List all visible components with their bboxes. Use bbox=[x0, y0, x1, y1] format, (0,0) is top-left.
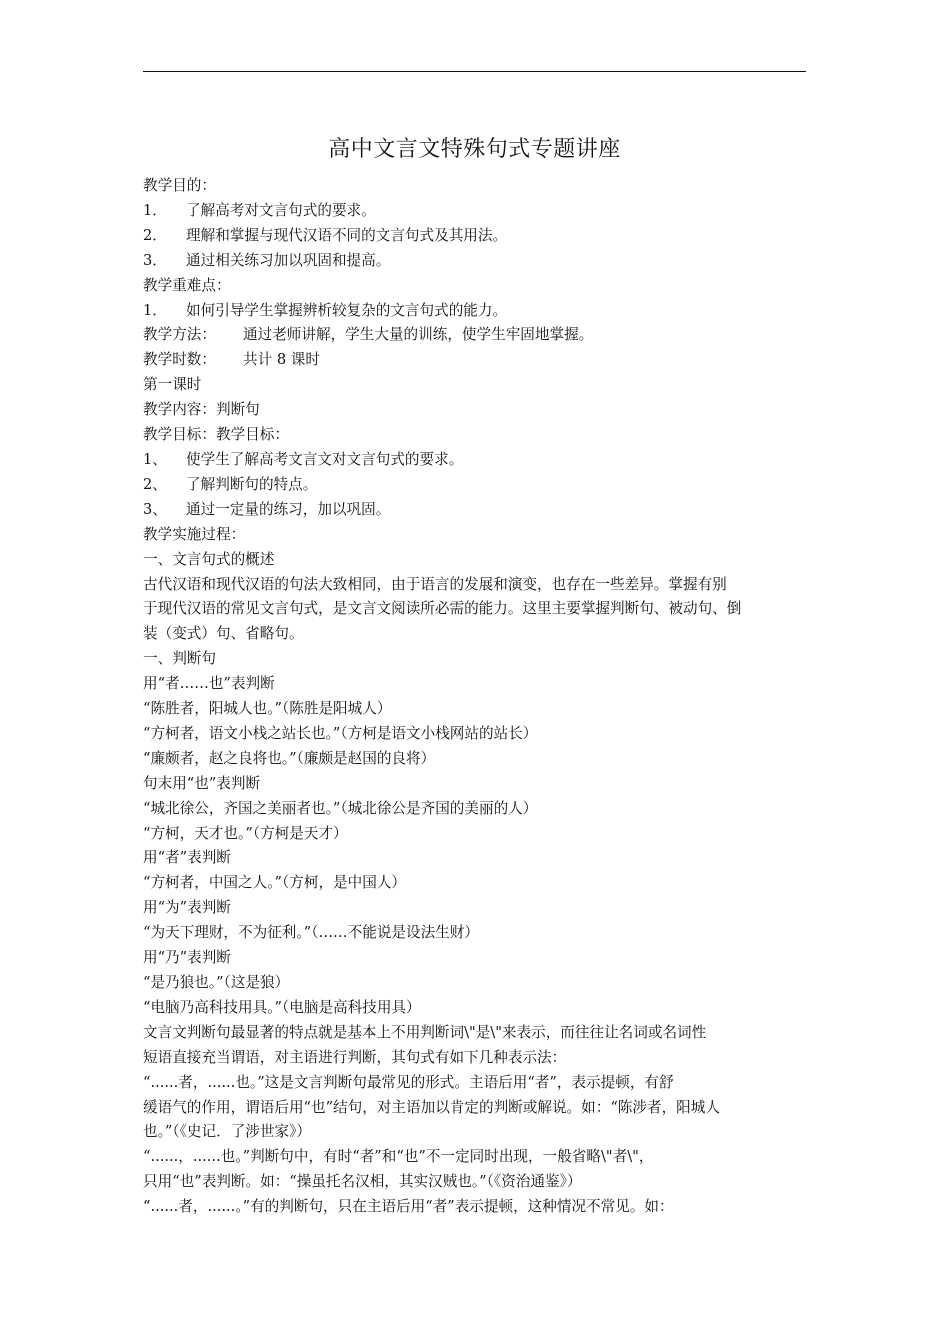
teaching-method bbox=[143, 323, 807, 348]
summary-line: “......者，......也。”这是文言判断句最常见的形式。主语后用“者”，表示提顿，有舒 bbox=[143, 1073, 674, 1091]
page-title: 高中文言文特殊句式专题讲座 bbox=[328, 137, 621, 162]
teaching-hours bbox=[143, 348, 807, 373]
judgment-line: “城北徐公，齐国之美丽者也。”（城北徐公是齐国的美丽的人） bbox=[143, 799, 538, 817]
summary-line: 只用“也”表判断。如：“操虽托名汉相，其实汉贼也。”（《资治通鉴》） bbox=[143, 1173, 582, 1191]
item-number: 3、 bbox=[143, 500, 167, 518]
hours-text: 共计 8 课时 bbox=[243, 351, 320, 369]
summary-line: “......，......也。”判断句中，有时“者”和“也”不一定同时出现，一般省略\"者\"， bbox=[143, 1148, 654, 1166]
item-number: 3． bbox=[143, 251, 167, 269]
overview-line: 于现代汉语的常见文言句式，是文言文阅读所必需的能力。这里主要掌握判断句、被动句、倒 bbox=[143, 600, 742, 618]
item-number: 2、 bbox=[143, 475, 167, 493]
item-text: 了解判断句的特点。 bbox=[186, 475, 318, 493]
difficulties-heading: 教学重难点： bbox=[143, 276, 231, 294]
teaching-content: 教学内容：判断句 bbox=[143, 401, 260, 419]
judgment-line: “廉颇者，赵之良将也。”（廉颇是赵国的良将） bbox=[143, 749, 436, 767]
document-body bbox=[143, 174, 807, 1220]
item-number: 1、 bbox=[143, 450, 167, 468]
item-number: 1． bbox=[143, 201, 167, 219]
overview-line: 装（变式）句、省略句。 bbox=[143, 625, 304, 643]
difficulty-item bbox=[143, 299, 807, 324]
lesson-heading: 第一课时 bbox=[143, 376, 202, 394]
process-heading: 教学实施过程： bbox=[143, 525, 246, 543]
judgment-line: 用“者”表判断 bbox=[143, 849, 231, 867]
judgment-line: “方柯者，中国之人。”（方柯，是中国人） bbox=[143, 874, 407, 892]
item-text: 如何引导学生掌握辨析较复杂的文言句式的能力。 bbox=[186, 301, 508, 319]
method-label: 教学方法： bbox=[143, 326, 216, 344]
judgment-line: “为天下理财，不为征利。”（……不能说是设法生财） bbox=[143, 924, 479, 942]
summary-line: 缓语气的作用，谓语后用“也”结句，对主语加以肯定的判断或解说。如：“陈涉者，阳城人 bbox=[143, 1098, 720, 1116]
item-number: 2． bbox=[143, 226, 167, 244]
summary-line: 文言文判断句最显著的特点就是基本上不用判断词\"是\"来表示，而往往让名词或名词性 bbox=[143, 1023, 707, 1041]
objective-item bbox=[143, 249, 807, 274]
objective-item bbox=[143, 224, 807, 249]
item-text: 理解和掌握与现代汉语不同的文言句式及其用法。 bbox=[186, 226, 508, 244]
judgment-line: “陈胜者，阳城人也。”（陈胜是阳城人） bbox=[143, 700, 392, 718]
judgment-line: 用“者……也”表判断 bbox=[143, 675, 275, 693]
judgment-line: 句末用“也”表判断 bbox=[143, 774, 261, 792]
goals-heading: 教学目标：教学目标： bbox=[143, 426, 289, 444]
objective-item bbox=[143, 199, 807, 224]
summary-line: 短语直接充当谓语，对主语进行判断，其句式有如下几种表示法： bbox=[143, 1048, 567, 1066]
judgment-heading: 一、判断句 bbox=[143, 650, 216, 668]
overview-line: 古代汉语和现代汉语的句法大致相同，由于语言的发展和演变，也存在一些差异。掌握有别 bbox=[143, 575, 727, 593]
overview-heading: 一、文言句式的概述 bbox=[143, 550, 275, 568]
judgment-line: “电脑乃高科技用具。”（电脑是高科技用具） bbox=[143, 998, 421, 1016]
method-text: 通过老师讲解，学生大量的训练，使学生牢固地掌握。 bbox=[243, 326, 594, 344]
judgment-line: “方柯者，语文小栈之站长也。”（方柯是语文小栈网站的站长） bbox=[143, 724, 538, 742]
item-text: 通过相关练习加以巩固和提高。 bbox=[186, 251, 391, 269]
item-text: 使学生了解高考文言文对文言句式的要求。 bbox=[186, 450, 464, 468]
judgment-line: “方柯，天才也。”（方柯是天才） bbox=[143, 824, 348, 842]
header-rule bbox=[143, 71, 806, 72]
item-text: 通过一定量的练习，加以巩固。 bbox=[186, 500, 391, 518]
item-text: 了解高考对文言句式的要求。 bbox=[186, 201, 376, 219]
goal-item bbox=[143, 498, 807, 523]
judgment-line: 用“乃”表判断 bbox=[143, 949, 231, 967]
judgment-line: “是乃狼也。”（这是狼） bbox=[143, 974, 290, 991]
objectives-heading: 教学目的： bbox=[143, 177, 216, 194]
judgment-line: 用“为”表判断 bbox=[143, 899, 231, 917]
goal-item bbox=[143, 473, 807, 498]
summary-line: “......者，......。”有的判断句，只在主语后用“者”表示提顿，这种情况不常见。如： bbox=[143, 1198, 674, 1216]
item-number: 1． bbox=[143, 301, 167, 319]
hours-label: 教学时数： bbox=[143, 351, 216, 369]
goal-item bbox=[143, 448, 807, 473]
summary-line: 也。”（《史记．了涉世家》） bbox=[143, 1123, 311, 1141]
